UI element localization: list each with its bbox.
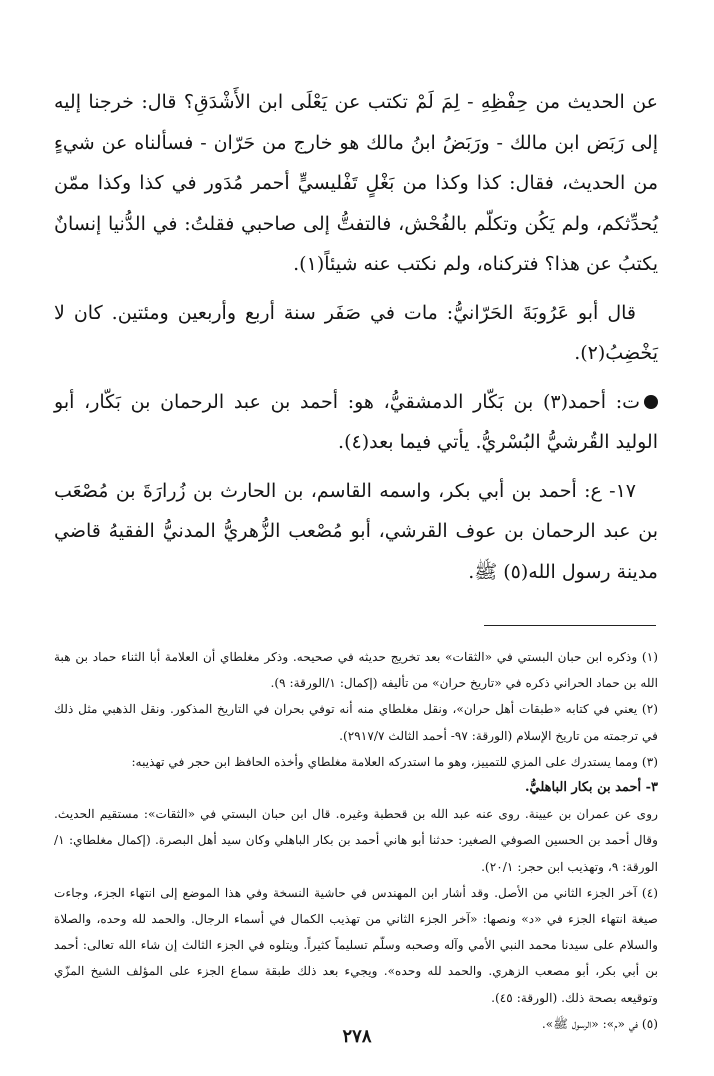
footnote-4: (٤) آخر الجزء الثاني من الأصل. وقد أشار ابن المهندس في حاشية النسخة وفي هذا الموضع إلى انتهاء الجزء، وجاءت صيغة انتهاء الجزء في «د» ونصها: «آخر الجزء الثاني من تهذيب الكمال في أسماء الرجال. والحمد لله وحده، والصلاة والسلام على سيدنا محمد النبي الأمي وآله وصحبه وسلّم تسليماً كثيراً. ويتلوه في الجزء الثالث إن شاء الله تعالى: أحمد بن أبي بكر، أبو مصعب الزهري. والحمد لله وحده». ويجيء بعد ذلك طبقة سماع الجزء على المؤلف الشيخ المزّي وتوقيعه بصحة ذلك. (الورقة: ٤٥). [54, 885, 658, 1005]
footnote-3-body: روى عن عمران بن عيينة. روى عنه عبد الله بن قحطبة وغيره. قال ابن حبان البستي في «الثقات»: مستقيم الحديث. وقال أحمد بن الحسين الصوفي الصغير: حدثنا أبو هاني أحمد بن بكار الباهلي وكان سيد أهل البصرة. (إكمال مغلطاي: ١/الورقة: ٩، وتهذيب ابن حجر: ٢٠/١). [54, 807, 658, 874]
footnote-2: (٢) يعني في كتابه «طبقات أهل حران»، ونقل مغلطاي منه أنه توفي بحران في التاريخ المذكور. ونقل الذهبي مثل ذلك في ترجمته من تاريخ الإسلام (الورقة: ٩٧- أحمد الثالث ٢٩١٧/٧). [54, 702, 658, 743]
paragraph-quote-continuation: عن الحديث من حِفْظِهِ - لِمَ لَمْ تكتب عن يَعْلَى ابن الأَشْدَقِ؟ قال: خرجنا إليه إلى رَبَض ابن مالك - ورَبَضُ ابنُ مالك هو خارج من حَرّان - فسألناه عن شيءٍ من الحديث، فقال: كذا وكذا من بَغْلٍ تَفْليسيٍّ أحمر مُدَور في كذا وكذا ممّن يُحدِّثكم، ولم يَكُن وتكلّم بالفُحْش، فالتفتُّ إلى صاحبي فقلتُ: في الدُّنيا إنسانٌ يكتبُ عن هذا؟ فتركناه، ولم نكتب عنه شيئاً(١). [54, 91, 658, 275]
main-text [54, 82, 658, 592]
bullet-icon [644, 395, 658, 409]
footnote-divider [484, 625, 656, 626]
paragraph-entry-17: ١٧- ع: أحمد بن أبي بكر، واسمه القاسم، بن الحارث بن زُرارَةَ بن مُصْعَب بن عبد الرحمان بن عوف القرشي، أبو مُصْعب الزُّهريُّ المدنيُّ الفقيهُ قاضي مدينة رسول الله(٥) ﷺ. [54, 479, 658, 583]
page-number: ٢٧٨ [342, 1026, 372, 1047]
paragraph-death-date: قال أبو عَرُوبَةَ الحَرّانيُّ: مات في صَفَر سنة أربع وأربعين ومئتين. كان لا يَخْضِبُ(٢). [54, 301, 658, 364]
footnote-1: (١) وذكره ابن حبان البستي في «الثقات» بعد تخريج حديثه في صحيحه. وذكر مغلطاي أن العلامة أبا الثناء حماد بن هبة الله بن حماد الحراني ذكره في «تاريخ حران» من تأليفه (إكمال: ١/الورقة: ٩). [54, 650, 658, 691]
footnote-3-heading: ٣- أحمد بن بكار الباهليُّ. [525, 780, 658, 796]
footnotes [54, 644, 658, 1037]
cross-reference-text: ت: أحمد(٣) بن بَكّار الدمشقيُّ، هو: أحمد بن عبد الرحمان بن بَكّار، أبو الوليد القُرشيُّ البُسْريُّ. يأتي فيما بعد(٤). [54, 390, 658, 453]
footnote-5: (٥) في «م»: «الرسول ﷺ». [541, 1016, 658, 1031]
paragraph-cross-reference [54, 382, 658, 463]
footnote-3: (٣) ومما يستدرك على المزي للتمييز، وهو ما استدركه العلامة مغلطاي وأخذه الحافظ ابن حجر في تهذيبه: [131, 754, 658, 769]
